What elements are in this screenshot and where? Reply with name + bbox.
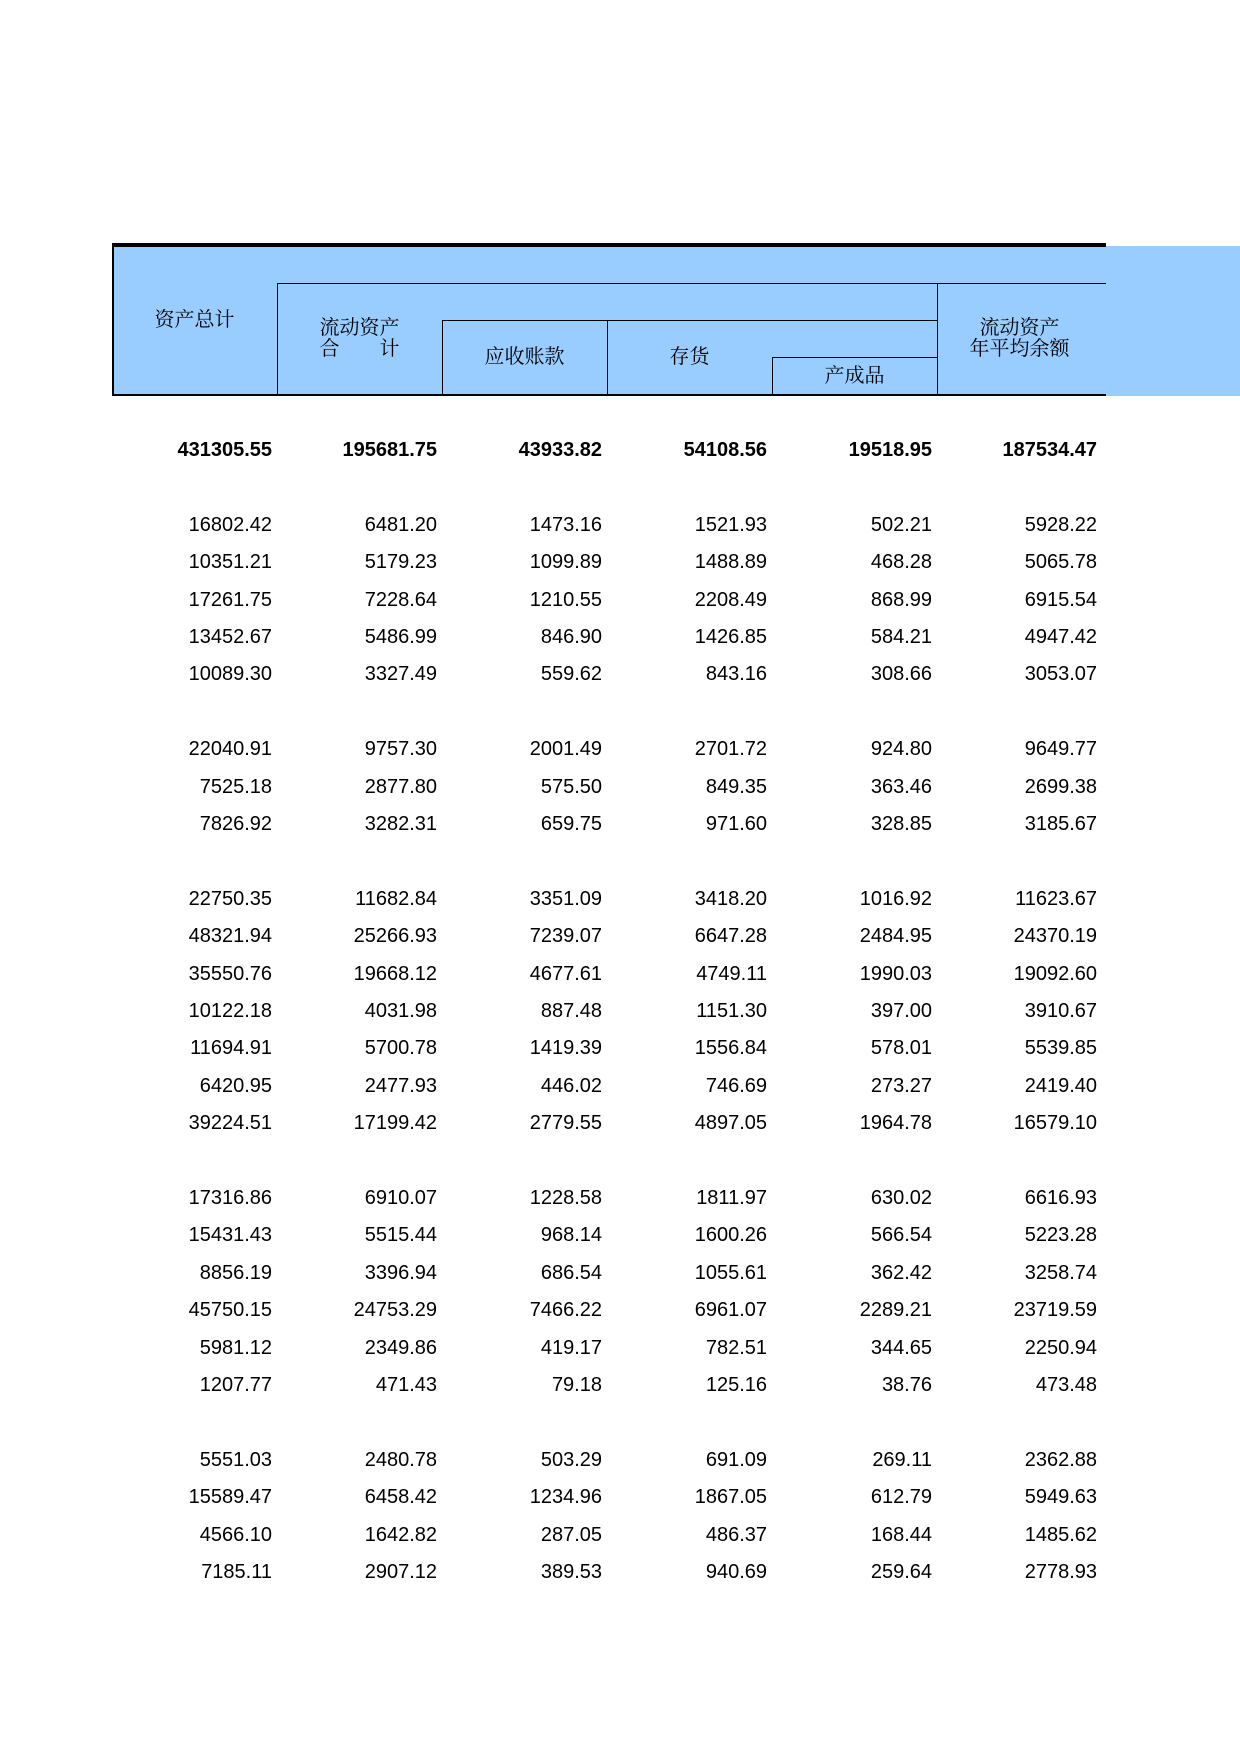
- header-finished-goods: 产成品: [824, 363, 885, 387]
- table-cell: 659.75: [540, 813, 602, 835]
- table-cell: 503.29: [540, 1448, 602, 1471]
- table-cell: 1234.96: [529, 1486, 602, 1509]
- table-cell: 2778.93: [1024, 1561, 1097, 1583]
- table-cell: 575.50: [540, 775, 602, 798]
- table-cell: 2419.40: [1024, 1074, 1097, 1097]
- table-cell: 1099.89: [529, 551, 602, 574]
- table-cell: 1210.55: [529, 588, 602, 611]
- table-cell: 746.69: [705, 1074, 767, 1097]
- table-cell: 13452.67: [188, 626, 272, 648]
- table-cell: 7826.92: [199, 813, 272, 835]
- table-cell: 971.60: [705, 813, 767, 835]
- table-cell: 5515.44: [364, 1224, 437, 1247]
- table-row: [112, 993, 1106, 1029]
- table-row: [112, 582, 1106, 618]
- table-cell: 8856.19: [199, 1261, 272, 1284]
- table-cell: 7185.11: [201, 1561, 272, 1583]
- table-cell: 17199.42: [353, 1112, 437, 1135]
- table-row: [112, 1554, 1106, 1590]
- table-row: [112, 1105, 1106, 1141]
- header-current-assets-total: 流动资产 合 计: [319, 315, 400, 360]
- table-cell: 2289.21: [859, 1299, 932, 1322]
- table-cell: 566.54: [870, 1224, 932, 1247]
- table-cell: 2362.88: [1024, 1448, 1097, 1471]
- table-cell: 7466.22: [529, 1299, 602, 1322]
- table-cell: 3396.94: [364, 1261, 437, 1284]
- table-cell: 3351.09: [529, 887, 602, 910]
- table-cell: 6481.20: [364, 513, 437, 536]
- table-cell: 11694.91: [190, 1037, 272, 1060]
- table-cell: 7525.18: [199, 775, 272, 798]
- table-cell: 6420.95: [199, 1074, 272, 1097]
- header-subdivider: [772, 357, 937, 358]
- table-cell: 16579.10: [1013, 1112, 1097, 1135]
- header-bottom-border: [112, 394, 1106, 396]
- table-cell: 344.65: [870, 1336, 932, 1359]
- table-cell: 328.85: [870, 813, 932, 835]
- table-cell: 363.46: [870, 775, 932, 798]
- table-cell: 6458.42: [364, 1486, 437, 1509]
- table-cell: 2701.72: [694, 738, 767, 761]
- table-cell: 4677.61: [529, 962, 602, 985]
- table-cell: 24753.29: [353, 1299, 437, 1322]
- table-cell: 39224.51: [188, 1112, 272, 1135]
- table-cell: 887.48: [540, 1000, 602, 1022]
- table-cell: 24370.19: [1013, 925, 1097, 948]
- table-cell: 473.48: [1035, 1374, 1097, 1396]
- table-cell: 287.05: [540, 1523, 602, 1546]
- table-row: [112, 1068, 1106, 1104]
- table-row: [112, 544, 1106, 580]
- table-cell: 419.17: [540, 1336, 602, 1359]
- table-cell: 4897.05: [694, 1112, 767, 1135]
- table-row: [112, 1292, 1106, 1328]
- table-cell: 54108.56: [683, 439, 767, 461]
- table-cell: 2250.94: [1024, 1336, 1097, 1359]
- table-cell: 2484.95: [859, 925, 932, 948]
- table-cell: 7239.07: [529, 925, 602, 948]
- table-cell: 1419.39: [529, 1037, 602, 1060]
- table-cell: 397.00: [870, 1000, 932, 1022]
- table-cell: 9757.30: [364, 738, 437, 761]
- table-cell: 1811.97: [696, 1187, 767, 1209]
- table-cell: 868.99: [870, 588, 932, 611]
- table-cell: 502.21: [870, 513, 932, 536]
- table-cell: 1055.61: [694, 1261, 767, 1284]
- header-subdivider: [277, 283, 1106, 284]
- table-row: [112, 1442, 1106, 1478]
- table-cell: 2699.38: [1024, 775, 1097, 798]
- table-cell: 6915.54: [1024, 588, 1097, 611]
- table-cell: 2349.86: [364, 1336, 437, 1359]
- table-cell: 4749.11: [696, 962, 767, 985]
- table-cell: 691.09: [705, 1448, 767, 1471]
- header-receivables: 应收账款: [484, 344, 565, 368]
- table-cell: 25266.93: [353, 925, 437, 948]
- table-cell: 849.35: [705, 775, 767, 798]
- table-cell: 259.64: [870, 1561, 932, 1583]
- table-cell: 3282.31: [364, 813, 437, 835]
- table-cell: 16802.42: [188, 513, 272, 536]
- table-cell: 362.42: [870, 1261, 932, 1284]
- table-row: [112, 1217, 1106, 1253]
- table-cell: 3185.67: [1024, 813, 1097, 835]
- table-row: [112, 507, 1106, 543]
- table-cell: 1151.30: [696, 1000, 767, 1022]
- table-cell: 273.27: [870, 1074, 932, 1097]
- table-cell: 612.79: [870, 1486, 932, 1509]
- total-row: [112, 432, 1106, 468]
- table-cell: 686.54: [540, 1261, 602, 1284]
- table-cell: 846.90: [540, 626, 602, 648]
- table-row: [112, 619, 1106, 655]
- table-cell: 2001.49: [529, 738, 602, 761]
- table-cell: 1521.93: [694, 513, 767, 536]
- table-cell: 15431.43: [188, 1224, 272, 1247]
- table-cell: 782.51: [705, 1336, 767, 1359]
- table-cell: 1642.82: [364, 1523, 437, 1546]
- table-cell: 2477.93: [364, 1074, 437, 1097]
- table-cell: 168.44: [870, 1523, 932, 1546]
- table-cell: 3053.07: [1024, 663, 1097, 686]
- table-cell: 4031.98: [364, 1000, 437, 1022]
- table-row: [112, 918, 1106, 954]
- table-row: [112, 769, 1106, 805]
- table-cell: 5551.03: [199, 1448, 272, 1471]
- table-cell: 431305.55: [177, 439, 272, 461]
- header-total-assets: 资产总计: [154, 307, 235, 331]
- table-cell: 7228.64: [364, 588, 437, 611]
- table-cell: 11682.84: [355, 887, 437, 910]
- table-cell: 17316.86: [188, 1187, 272, 1209]
- table-cell: 6647.28: [694, 925, 767, 948]
- table-cell: 10089.30: [188, 663, 272, 686]
- table-cell: 1990.03: [859, 962, 932, 985]
- table-cell: 15589.47: [188, 1486, 272, 1509]
- table-row: [112, 1330, 1106, 1366]
- table-cell: 968.14: [540, 1224, 602, 1247]
- table-row: [112, 1030, 1106, 1066]
- table-row: [112, 1180, 1106, 1216]
- table-cell: 486.37: [705, 1523, 767, 1546]
- header-top-border: [112, 243, 1106, 247]
- table-cell: 195681.75: [342, 439, 437, 461]
- table-cell: 5539.85: [1024, 1037, 1097, 1060]
- table-cell: 5179.23: [364, 551, 437, 574]
- table-cell: 6910.07: [364, 1187, 437, 1209]
- table-cell: 1556.84: [694, 1037, 767, 1060]
- table-row: [112, 1517, 1106, 1553]
- table-cell: 19518.95: [848, 439, 932, 461]
- table-cell: 19668.12: [353, 962, 437, 985]
- table-cell: 187534.47: [1002, 439, 1097, 461]
- table-row: [112, 806, 1106, 842]
- table-cell: 2877.80: [364, 775, 437, 798]
- table-cell: 5223.28: [1024, 1224, 1097, 1247]
- table-cell: 584.21: [870, 626, 932, 648]
- header-subdivider: [442, 320, 937, 321]
- table-row: [112, 881, 1106, 917]
- table-cell: 4566.10: [199, 1523, 272, 1546]
- table-cell: 1473.16: [529, 513, 602, 536]
- table-cell: 2907.12: [364, 1561, 437, 1583]
- table-cell: 1867.05: [694, 1486, 767, 1509]
- table-cell: 22040.91: [188, 738, 272, 761]
- table-row: [112, 1255, 1106, 1291]
- table-cell: 1600.26: [694, 1224, 767, 1247]
- table-row: [112, 1367, 1106, 1403]
- table-cell: 5981.12: [199, 1336, 272, 1359]
- header-current-assets-avg: 流动资产 年平均余额: [969, 315, 1070, 360]
- table-cell: 2480.78: [364, 1448, 437, 1471]
- table-cell: 5065.78: [1024, 551, 1097, 574]
- table-cell: 4947.42: [1024, 626, 1097, 648]
- table-cell: 1426.85: [694, 626, 767, 648]
- table-cell: 3418.20: [694, 887, 767, 910]
- table-cell: 5928.22: [1024, 513, 1097, 536]
- table-cell: 10122.18: [188, 1000, 272, 1022]
- table-cell: 38.76: [881, 1374, 932, 1396]
- table-cell: 6616.93: [1024, 1187, 1097, 1209]
- table-cell: 446.02: [540, 1074, 602, 1097]
- table-row: [112, 956, 1106, 992]
- table-cell: 3910.67: [1024, 1000, 1097, 1022]
- table-cell: 630.02: [870, 1187, 932, 1209]
- table-cell: 269.11: [872, 1448, 932, 1471]
- table-cell: 35550.76: [188, 962, 272, 985]
- table-cell: 43933.82: [518, 439, 602, 461]
- table-cell: 471.43: [375, 1374, 437, 1396]
- header-inventory: 存货: [669, 344, 710, 368]
- table-cell: 389.53: [540, 1561, 602, 1583]
- table-cell: 5949.63: [1024, 1486, 1097, 1509]
- table-cell: 940.69: [705, 1561, 767, 1583]
- table-cell: 10351.21: [188, 551, 272, 574]
- table-cell: 17261.75: [188, 588, 272, 611]
- table-cell: 3327.49: [364, 663, 437, 686]
- table-cell: 1228.58: [529, 1187, 602, 1209]
- table-row: [112, 656, 1106, 692]
- table-cell: 1485.62: [1024, 1523, 1097, 1546]
- table-cell: 924.80: [870, 738, 932, 761]
- table-cell: 11623.67: [1015, 887, 1097, 910]
- table-row: [112, 1479, 1106, 1515]
- table-cell: 48321.94: [188, 925, 272, 948]
- table-cell: 1016.92: [859, 887, 932, 910]
- table-cell: 9649.77: [1024, 738, 1097, 761]
- table-cell: 2208.49: [694, 588, 767, 611]
- table-cell: 23719.59: [1013, 1299, 1097, 1322]
- table-cell: 1964.78: [859, 1112, 932, 1135]
- table-cell: 578.01: [870, 1037, 932, 1060]
- table-cell: 468.28: [870, 551, 932, 574]
- table-cell: 79.18: [551, 1374, 602, 1396]
- table-cell: 5700.78: [364, 1037, 437, 1060]
- table-cell: 559.62: [540, 663, 602, 686]
- table-cell: 5486.99: [364, 626, 437, 648]
- table-cell: 308.66: [870, 663, 932, 686]
- table-cell: 19092.60: [1013, 962, 1097, 985]
- table-cell: 45750.15: [188, 1299, 272, 1322]
- table-cell: 22750.35: [188, 887, 272, 910]
- table-cell: 1207.77: [199, 1374, 272, 1396]
- table-cell: 6961.07: [694, 1299, 767, 1322]
- table-row: [112, 731, 1106, 767]
- table-cell: 125.16: [705, 1374, 767, 1396]
- table-cell: 3258.74: [1024, 1261, 1097, 1284]
- table-cell: 1488.89: [694, 551, 767, 574]
- table-cell: 843.16: [705, 663, 767, 686]
- table-cell: 2779.55: [529, 1112, 602, 1135]
